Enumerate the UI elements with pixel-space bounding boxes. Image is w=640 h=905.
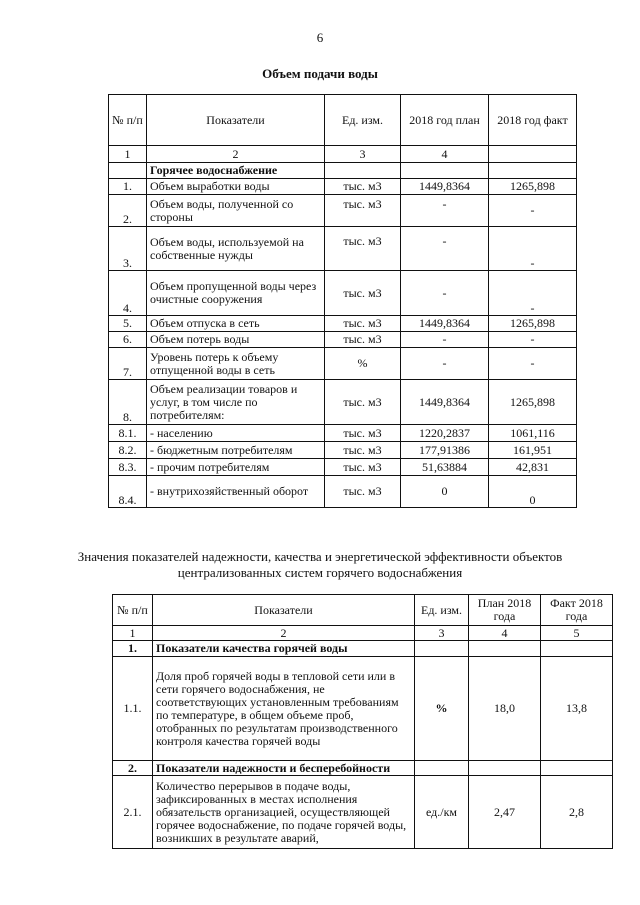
row-plan: -: [401, 332, 489, 348]
row-num: 1.: [109, 179, 147, 195]
section-title: Горячее водоснабжение: [147, 163, 325, 179]
row-unit: тыс. м3: [325, 271, 401, 316]
row-num: 5.: [109, 316, 147, 332]
col-number: 4: [401, 146, 489, 163]
row-plan: -: [401, 195, 489, 227]
table-row: [109, 459, 577, 476]
row-name: - бюджетным потребителям: [147, 442, 325, 459]
row-unit: тыс. м3: [325, 476, 401, 508]
row-plan: 1449,8364: [401, 380, 489, 425]
table1-header-row: [109, 95, 577, 146]
row-name: Объем воды, используемой на собственные нужды: [147, 227, 325, 271]
row-num: 3.: [109, 227, 147, 271]
reliability-quality-table: [112, 594, 613, 849]
table2-numbering-row: [113, 626, 613, 641]
row-num: 2.: [109, 195, 147, 227]
header-unit: Ед. изм.: [415, 595, 469, 626]
col-number: 5: [541, 626, 613, 641]
col-number: 2: [153, 626, 415, 641]
table1-numbering-row: [109, 146, 577, 163]
row-plan: -: [401, 227, 489, 271]
table-row: [109, 332, 577, 348]
section-num: 1.: [113, 641, 153, 657]
row-name: - населению: [147, 425, 325, 442]
row-fact: 0: [489, 476, 577, 508]
row-fact: -: [489, 227, 577, 271]
header-unit: Ед. изм.: [325, 95, 401, 146]
row-name: - прочим потребителям: [147, 459, 325, 476]
row-fact: 1265,898: [489, 179, 577, 195]
header-plan: План 2018 года: [469, 595, 541, 626]
table-row: [109, 316, 577, 332]
table-row: [109, 195, 577, 227]
table-row: [109, 179, 577, 195]
row-unit: ед./км: [415, 776, 469, 849]
col-number: 1: [113, 626, 153, 641]
section-title: Показатели качества горячей воды: [153, 641, 415, 657]
row-name: Объем потерь воды: [147, 332, 325, 348]
row-fact: 1061,116: [489, 425, 577, 442]
row-num: 8.1.: [109, 425, 147, 442]
table-row: [109, 348, 577, 380]
row-plan: 2,47: [469, 776, 541, 849]
header-num: № п/п: [113, 595, 153, 626]
table-row: [113, 657, 613, 761]
row-plan: -: [401, 271, 489, 316]
table-row: [109, 227, 577, 271]
row-unit: тыс. м3: [325, 459, 401, 476]
row-num: 7.: [109, 348, 147, 380]
row-unit: тыс. м3: [325, 179, 401, 195]
row-plan: 1220,2837: [401, 425, 489, 442]
row-plan: 18,0: [469, 657, 541, 761]
table1-title: Объем подачи воды: [262, 66, 378, 81]
row-unit: %: [325, 348, 401, 380]
table2-section-row: [113, 761, 613, 776]
row-unit: тыс. м3: [325, 425, 401, 442]
row-num: 4.: [109, 271, 147, 316]
row-name: Объем реализации товаров и услуг, в том числе по потребителям:: [147, 380, 325, 425]
row-name: Уровень потерь к объему отпущенной воды в сеть: [147, 348, 325, 380]
table1-section-row: [109, 163, 577, 179]
row-plan: 0: [401, 476, 489, 508]
header-plan: 2018 год план: [401, 95, 489, 146]
header-num: № п/п: [109, 95, 147, 146]
col-number: 4: [469, 626, 541, 641]
row-fact: 161,951: [489, 442, 577, 459]
table2-header-row: [113, 595, 613, 626]
row-num: 8.3.: [109, 459, 147, 476]
row-plan: 51,63884: [401, 459, 489, 476]
table2-title: [0, 549, 640, 581]
row-name: Объем выработки воды: [147, 179, 325, 195]
row-name: Объем отпуска в сеть: [147, 316, 325, 332]
row-fact: 1265,898: [489, 380, 577, 425]
row-name: - внутрихозяйственный оборот: [147, 476, 325, 508]
row-fact: 42,831: [489, 459, 577, 476]
row-name: Объем воды, полученной со стороны: [147, 195, 325, 227]
header-indicator: Показатели: [147, 95, 325, 146]
row-unit: %: [415, 657, 469, 761]
row-name: Доля проб горячей воды в тепловой сети или в сети горячего водоснабжения, не соответствующих установленным требованиям по температуре, в общем объеме проб, отобранных по результатам производственного контроля качества горячей воды: [153, 657, 415, 761]
row-plan: 1449,8364: [401, 316, 489, 332]
water-supply-table: [108, 94, 577, 508]
table2-section-row: [113, 641, 613, 657]
col-number: [489, 146, 577, 163]
row-fact: -: [489, 271, 577, 316]
row-plan: -: [401, 348, 489, 380]
row-num: 8.2.: [109, 442, 147, 459]
col-number: 1: [109, 146, 147, 163]
header-fact: Факт 2018 года: [541, 595, 613, 626]
header-fact: 2018 год факт: [489, 95, 577, 146]
table2-title-line2: централизованных систем горячего водоснабжения: [177, 565, 463, 580]
table-row: [113, 776, 613, 849]
row-name: Объем пропущенной воды через очистные сооружения: [147, 271, 325, 316]
table-row: [109, 425, 577, 442]
col-number: 2: [147, 146, 325, 163]
page-number: 6: [316, 30, 324, 45]
col-number: 3: [415, 626, 469, 641]
row-plan: 1449,8364: [401, 179, 489, 195]
row-num: 8.4.: [109, 476, 147, 508]
row-unit: тыс. м3: [325, 227, 401, 271]
row-fact: 2,8: [541, 776, 613, 849]
row-unit: тыс. м3: [325, 316, 401, 332]
table-row: [109, 380, 577, 425]
row-unit: тыс. м3: [325, 332, 401, 348]
row-unit: тыс. м3: [325, 380, 401, 425]
row-num: 2.1.: [113, 776, 153, 849]
header-indicator: Показатели: [153, 595, 415, 626]
row-fact: -: [489, 348, 577, 380]
row-fact: -: [489, 195, 577, 227]
row-fact: 13,8: [541, 657, 613, 761]
table-row: [109, 271, 577, 316]
table2-title-line1: Значения показателей надежности, качества и энергетической эффективности объектов: [77, 549, 563, 564]
row-num: 8.: [109, 380, 147, 425]
row-unit: тыс. м3: [325, 442, 401, 459]
row-name: Количество перерывов в подаче воды, зафиксированных в местах исполнения обязательств организацией, осуществляющей горячее водоснабжение, по подаче горячей воды, возникших в результате аварий,: [153, 776, 415, 849]
row-num: 1.1.: [113, 657, 153, 761]
table-row: [109, 476, 577, 508]
section-title: Показатели надежности и бесперебойности: [153, 761, 415, 776]
row-plan: 177,91386: [401, 442, 489, 459]
row-fact: 1265,898: [489, 316, 577, 332]
row-num: 6.: [109, 332, 147, 348]
section-num: 2.: [113, 761, 153, 776]
row-unit: тыс. м3: [325, 195, 401, 227]
col-number: 3: [325, 146, 401, 163]
table-row: [109, 442, 577, 459]
row-fact: -: [489, 332, 577, 348]
